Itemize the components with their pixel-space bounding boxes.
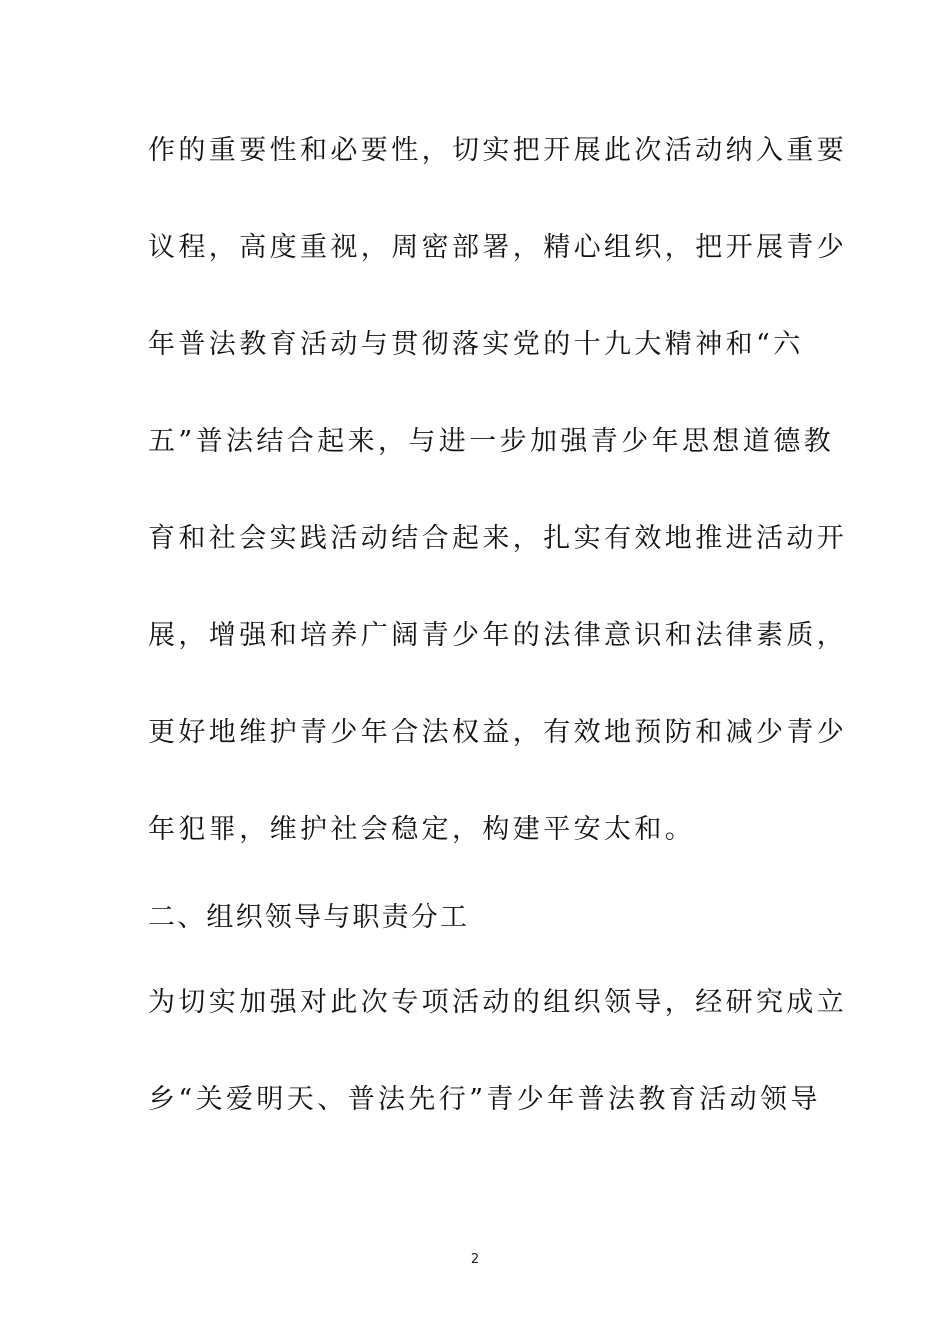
body-text-line: 作的重要性和必要性，切实把开展此次活动纳入重要 xyxy=(148,135,848,166)
section-heading: 二、组织领导与职责分工 xyxy=(148,902,470,933)
body-text-line: 为切实加强对此次专项活动的组织领导，经研究成立 xyxy=(148,987,848,1018)
body-text-line: 议程，高度重视，周密部署，精心组织，把开展青少 xyxy=(148,232,848,263)
body-text-line: 乡“关爱明天、普法先行”青少年普法教育活动领导 xyxy=(148,1084,821,1115)
body-text-line: 育和社会实践活动结合起来，扎实有效地推进活动开 xyxy=(148,523,848,554)
body-text-line: 更好地维护青少年合法权益，有效地预防和减少青少 xyxy=(148,717,848,748)
body-text-line: 年普法教育活动与贯彻落实党的十九大精神和“六 xyxy=(148,329,804,360)
body-text-line: 年犯罪，维护社会稳定，构建平安太和。 xyxy=(148,814,696,845)
body-text-line: 五”普法结合起来，与进一步加强青少年思想道德教 xyxy=(148,426,835,457)
page-number: 2 xyxy=(470,1252,480,1267)
body-text-line: 展，增强和培养广阔青少年的法律意识和法律素质， xyxy=(148,620,848,651)
